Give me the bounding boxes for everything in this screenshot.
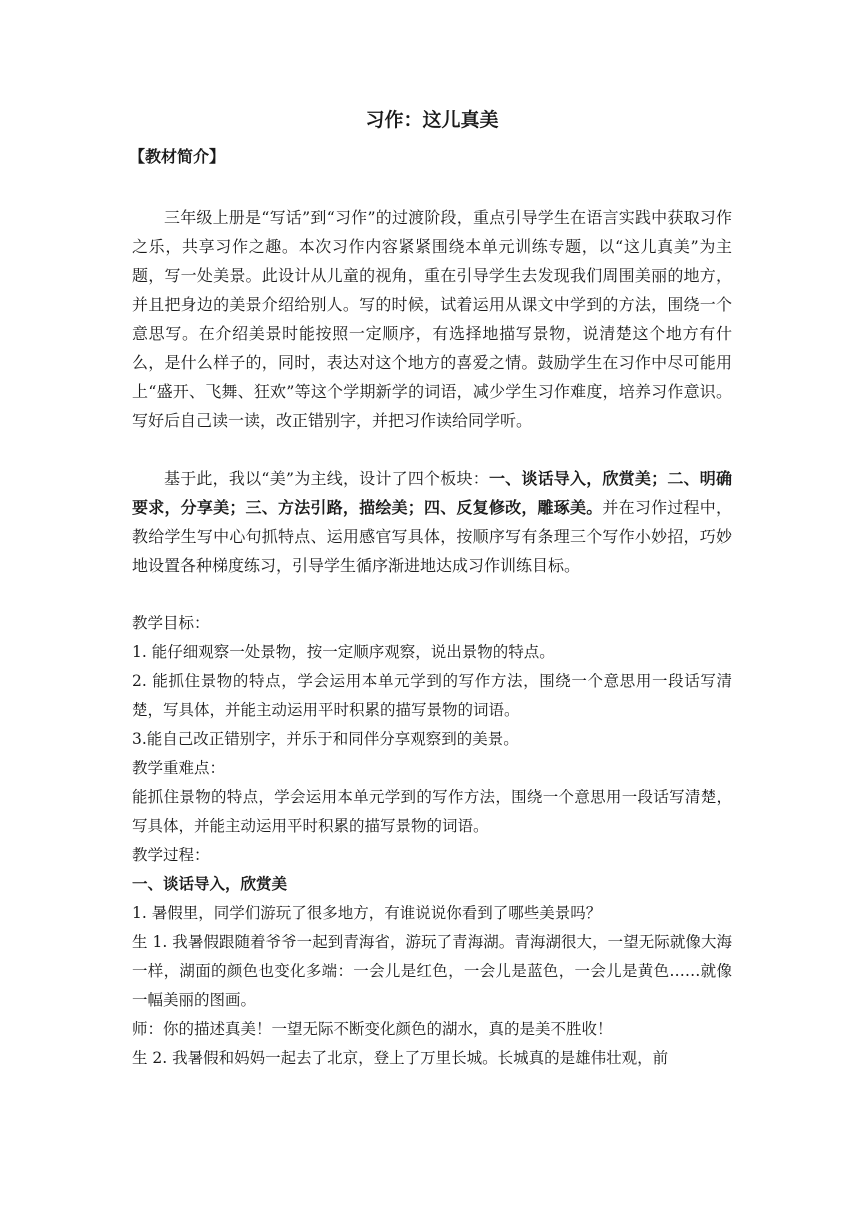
intro-heading: 【教材简介】 <box>129 147 226 166</box>
spacer <box>132 580 732 609</box>
key-points-text: 能抓住景物的特点，学会运用本单元学到的写作方法，围绕一个意思用一段话写清楚，写具体，并能主动运用平时积累的描写景物的词语。 <box>132 788 732 835</box>
document-page <box>129 100 732 1073</box>
design-paragraph <box>132 464 732 580</box>
design-tail: 并在习作过程中，教给学生写中心句抓特点、运用感官写具体，按顺序写有条理三个写作小妙招，巧妙地设置各种梯度练习，引导学生循序渐进地达成习作训练目标。 <box>132 498 732 575</box>
goal-item: 3.能自己改正错别字，并乐于和同伴分享观察到的美景。 <box>132 730 519 748</box>
goal-item: 1. 能仔细观察一处景物，按一定顺序观察，说出景物的特点。 <box>132 643 555 661</box>
goals-label: 教学目标： <box>132 614 210 632</box>
spacer <box>132 174 732 203</box>
spacer <box>132 435 732 464</box>
goal-item: 2. 能抓住景物的特点，学会运用本单元学到的写作方法，围绕一个意思用一段话写清楚，写具体，并能主动运用平时积累的描写景物的词语。 <box>132 672 732 719</box>
step1-line: 1. 暑假里，同学们游玩了很多地方，有谁说说你看到了哪些美景吗？ <box>132 904 602 922</box>
process-label: 教学过程： <box>132 846 210 864</box>
step1-heading: 一、谈话导入，欣赏美 <box>132 875 288 893</box>
intro-paragraph: 三年级上册是“写话”到“习作”的过渡阶段，重点引导学生在语言实践中获取习作之乐，共享习作之趣。本次习作内容紧紧围绕本单元训练专题，以“这儿真美”为主题，写一处美景。此设计从儿童的视角，重在引导学生去发现我们周围美丽的地方，并且把身边的美景介绍给别人。写的时候，试着运用从课文中学到的方法，围绕一个意思写。在介绍美景时能按照一定顺序，有选择地描写景物，说清楚这个地方有什么，是什么样子的，同时，表达对这个地方的喜爱之情。鼓励学生在习作中尽可能用上“盛开、飞舞、狂欢”等这个学期新学的词语，减少学生习作难度，培养习作意识。写好后自己读一读，改正错别字，并把习作读给同学听。 <box>132 208 732 430</box>
step1-line: 生 2. 我暑假和妈妈一起去了北京，登上了万里长城。长城真的是雄伟壮观，前 <box>132 1049 669 1067</box>
step1-line: 生 1. 我暑假跟随着爷爷一起到青海省，游玩了青海湖。青海湖很大，一望无际就像大海一样，湖面的颜色也变化多端：一会儿是红色，一会儿是蓝色，一会儿是黄色……就像一幅美丽的图画。 <box>132 933 732 1009</box>
step1-line: 师：你的描述真美！一望无际不断变化颜色的湖水，真的是美不胜收！ <box>132 1020 613 1038</box>
design-lead: 基于此，我以“美”为主线，设计了四个板块： <box>164 469 489 488</box>
design-bold-blocks: 一、谈话导入，欣赏美；二、明确要求，分享美；三、方法引路，描绘美；四、反复修改，雕琢美。 <box>132 469 732 517</box>
document-title: 习作：这儿真美 <box>365 109 499 131</box>
key-points-label: 教学重难点： <box>132 759 226 777</box>
